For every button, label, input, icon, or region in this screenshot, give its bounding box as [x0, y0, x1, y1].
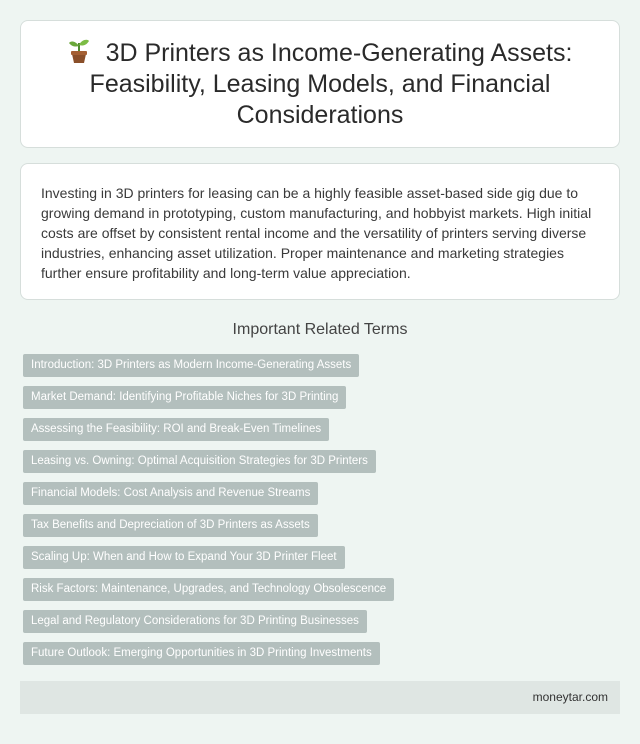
related-term-tag[interactable]: Future Outlook: Emerging Opportunities in 3D Printing Investments: [23, 642, 380, 665]
sprout-icon: [68, 38, 90, 64]
summary-card: [20, 163, 620, 300]
footer: [20, 681, 620, 714]
footer-site-link[interactable]: moneytar.com: [532, 690, 608, 704]
title-card: [20, 20, 620, 148]
related-term-tag[interactable]: Tax Benefits and Depreciation of 3D Printers as Assets: [23, 514, 318, 537]
related-term-tag[interactable]: Assessing the Feasibility: ROI and Break-Even Timelines: [23, 418, 329, 441]
related-term-tag[interactable]: Market Demand: Identifying Profitable Niches for 3D Printing: [23, 386, 346, 409]
page-title: [51, 38, 589, 131]
page-title-text: 3D Printers as Income-Generating Assets: Feasibility, Leasing Models, and Financial Considerations: [89, 38, 573, 129]
related-term-tag[interactable]: Introduction: 3D Printers as Modern Income-Generating Assets: [23, 354, 359, 377]
related-term-tag[interactable]: Risk Factors: Maintenance, Upgrades, and Technology Obsolescence: [23, 578, 394, 601]
related-term-tag[interactable]: Legal and Regulatory Considerations for 3D Printing Businesses: [23, 610, 367, 633]
summary-text: Investing in 3D printers for leasing can be a highly feasible asset-based side gig due to growing demand in prototyping, custom manufacturing, and hobbyist markets. High initial costs are offset by consistent rental income and the versatility of printers serving diverse industries, enhancing asset utilization. Proper maintenance and marketing strategies further ensure profitability and long-term value appreciation.: [41, 185, 592, 281]
related-terms-heading: Important Related Terms: [232, 321, 408, 338]
related-term-tag[interactable]: Scaling Up: When and How to Expand Your 3D Printer Fleet: [23, 546, 345, 569]
related-term-tag[interactable]: Leasing vs. Owning: Optimal Acquisition Strategies for 3D Printers: [23, 450, 376, 473]
related-terms-list: [23, 354, 617, 674]
related-term-tag[interactable]: Financial Models: Cost Analysis and Revenue Streams: [23, 482, 318, 505]
